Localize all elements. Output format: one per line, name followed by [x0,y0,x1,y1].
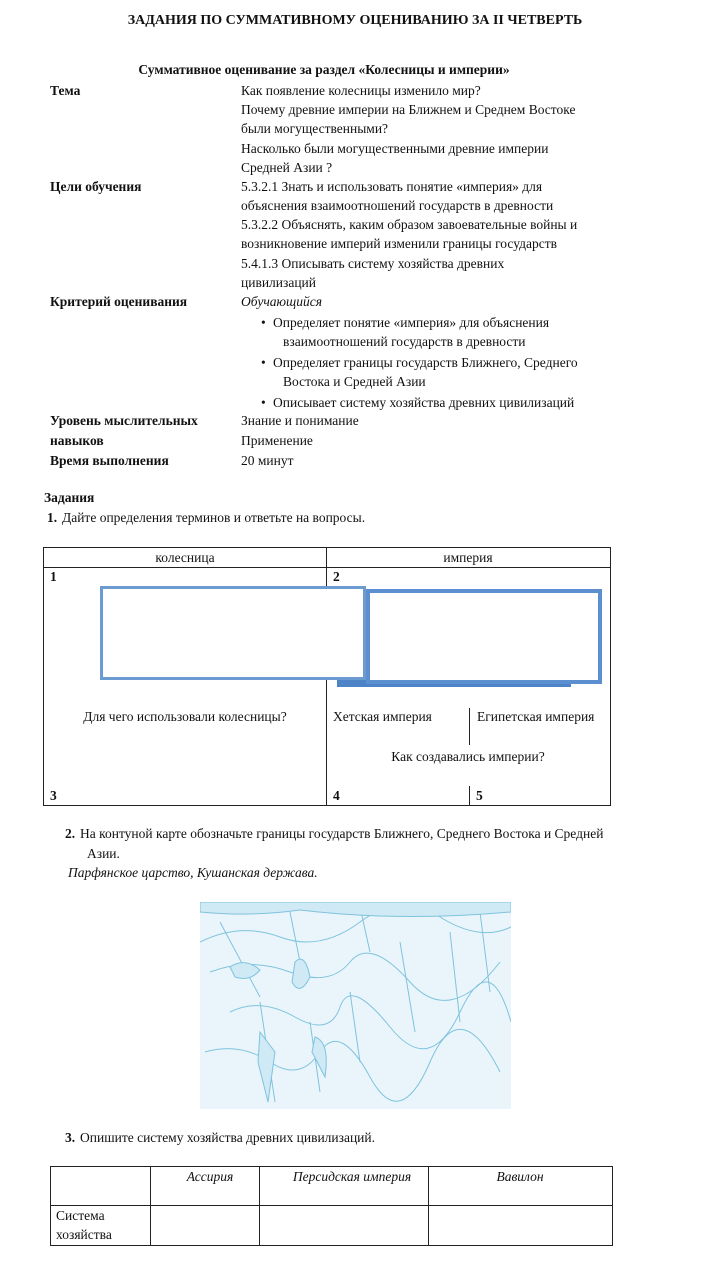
criterion-line: Востока и Средней Азии [283,374,426,389]
goals-label: Цели обучения [50,179,142,194]
time-value: 20 минут [241,453,294,468]
cell-number: 5 [476,788,483,803]
task1-text: Дайте определения терминов и ответьте на вопросы. [62,510,366,525]
column-header-chariot: колесница [155,550,215,565]
answer-box-chariot[interactable] [100,586,366,680]
document-title: ЗАДАНИЯ ПО СУММАТИВНОМУ ОЦЕНИВАНИЮ ЗА II ЧЕТВЕРТЬ [127,13,583,28]
criterion-line: взаимоотношений государств в древности [283,334,526,349]
cell-number: 3 [50,788,57,803]
topic-line: были могущественными? [241,121,389,136]
goal-line: 5.3.2.1 Знать и использовать понятие «империя» для [241,179,543,194]
topic-line: Почему древние империи на Ближнем и Среднем Востоке [241,102,576,117]
row-label: Система [56,1208,105,1223]
criterion-line: Определяет понятие «империя» для объяснения [273,315,550,330]
level-label: навыков [50,433,104,448]
topic-line: Насколько были могущественными древние империи [241,141,549,156]
level-label: Уровень мыслительных [50,413,198,428]
level-value: Применение [241,433,313,448]
question-chariot-use: Для чего использовали колесницы? [83,709,287,724]
task1-number: 1. [47,510,58,525]
task2-states: Парфянское царство, Кушанская держава. [68,865,318,880]
column-header-assyria: Ассирия [186,1169,234,1184]
topic-label: Тема [50,83,81,98]
time-label: Время выполнения [50,453,169,468]
map-outline-icon [200,902,511,1109]
goal-line: цивилизаций [241,275,317,290]
bullet-icon: • [261,395,266,410]
bullet-icon: • [261,315,266,330]
goal-line: объяснения взаимоотношений государств в древности [241,198,554,213]
task2-number: 2. [65,826,76,841]
hittite-empire-label: Хетская империя [333,709,432,724]
task3-number: 3. [65,1130,76,1145]
egyptian-empire-label: Египетская империя [477,709,595,724]
cell-number: 1 [50,569,57,584]
goal-line: возникновение империй изменили границы государств [241,236,557,251]
criteria-label: Критерий оценивания [50,294,188,309]
task2-text: На контуной карте обозначьте границы государств Ближнего, Среднего Востока и Средней [80,826,604,841]
column-header-empire: империя [443,550,493,565]
contour-map[interactable] [200,902,511,1109]
cell-number: 4 [333,788,340,803]
bullet-icon: • [261,355,266,370]
section-subtitle: Суммативное оценивание за раздел «Колесницы и империи» [138,62,510,77]
criterion-line: Описывает систему хозяйства древних цивилизаций [273,395,575,410]
tasks-heading: Задания [44,490,95,505]
topic-line: Средней Азии ? [241,160,333,175]
task2-text: Азии. [87,846,120,861]
question-empire-creation: Как создавались империи? [391,749,545,764]
criterion-line: Определяет границы государств Ближнего, Среднего [273,355,578,370]
cell-number: 2 [333,569,340,584]
topic-line: Как появление колесницы изменило мир? [241,83,481,98]
row-label: хозяйства [56,1227,112,1242]
level-value: Знание и понимание [241,413,359,428]
answer-box-empire[interactable] [366,589,602,684]
column-header-babylon: Вавилон [496,1169,544,1184]
goal-line: 5.3.2.2 Объяснять, каким образом завоевательные войны и [241,217,578,232]
column-header-persia: Персидская империя [292,1169,412,1184]
goal-line: 5.4.1.3 Описывать систему хозяйства древних [241,256,505,271]
criteria-intro: Обучающийся [241,294,323,309]
task3-text: Опишите систему хозяйства древних цивилизаций. [80,1130,376,1145]
